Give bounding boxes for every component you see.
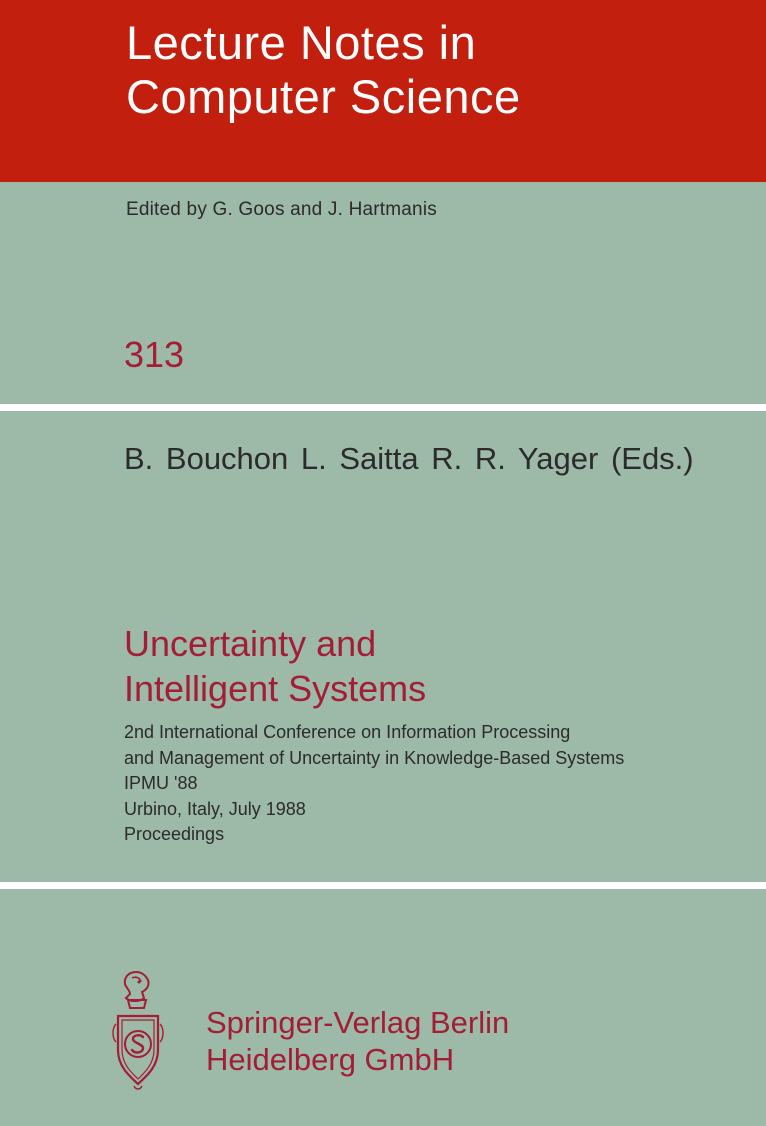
subtitle-line: IPMU '88 <box>124 773 198 793</box>
subtitle-line: 2nd International Conference on Information Processing <box>124 722 571 742</box>
publisher-name <box>206 1004 509 1078</box>
book-editors: B. Bouchon L. Saitta R. R. Yager (Eds.) <box>124 441 694 476</box>
volume-number: 313 <box>124 334 185 375</box>
springer-knight-logo-icon <box>110 968 166 1094</box>
series-editors: Edited by G. Goos and J. Hartmanis <box>126 199 437 220</box>
top-divider <box>0 404 766 411</box>
series-title <box>126 16 521 124</box>
subtitle-line: Proceedings <box>124 824 225 844</box>
series-header-band <box>0 0 766 182</box>
book-title-line-2: Intelligent Systems <box>124 668 427 709</box>
subtitle-line: and Management of Uncertainty in Knowledge-Based Systems <box>124 747 625 768</box>
subtitle-line: Urbino, Italy, July 1988 <box>124 798 306 819</box>
book-title <box>124 621 426 711</box>
bottom-divider <box>0 882 766 889</box>
publisher-line-1: Springer-Verlag Berlin <box>206 1005 510 1040</box>
book-title-line-1: Uncertainty and <box>124 623 377 664</box>
series-title-line-1: Lecture Notes in <box>126 16 477 69</box>
series-title-line-2: Computer Science <box>126 70 521 123</box>
publisher-line-2: Heidelberg GmbH <box>206 1042 455 1077</box>
book-subtitle <box>124 720 624 848</box>
